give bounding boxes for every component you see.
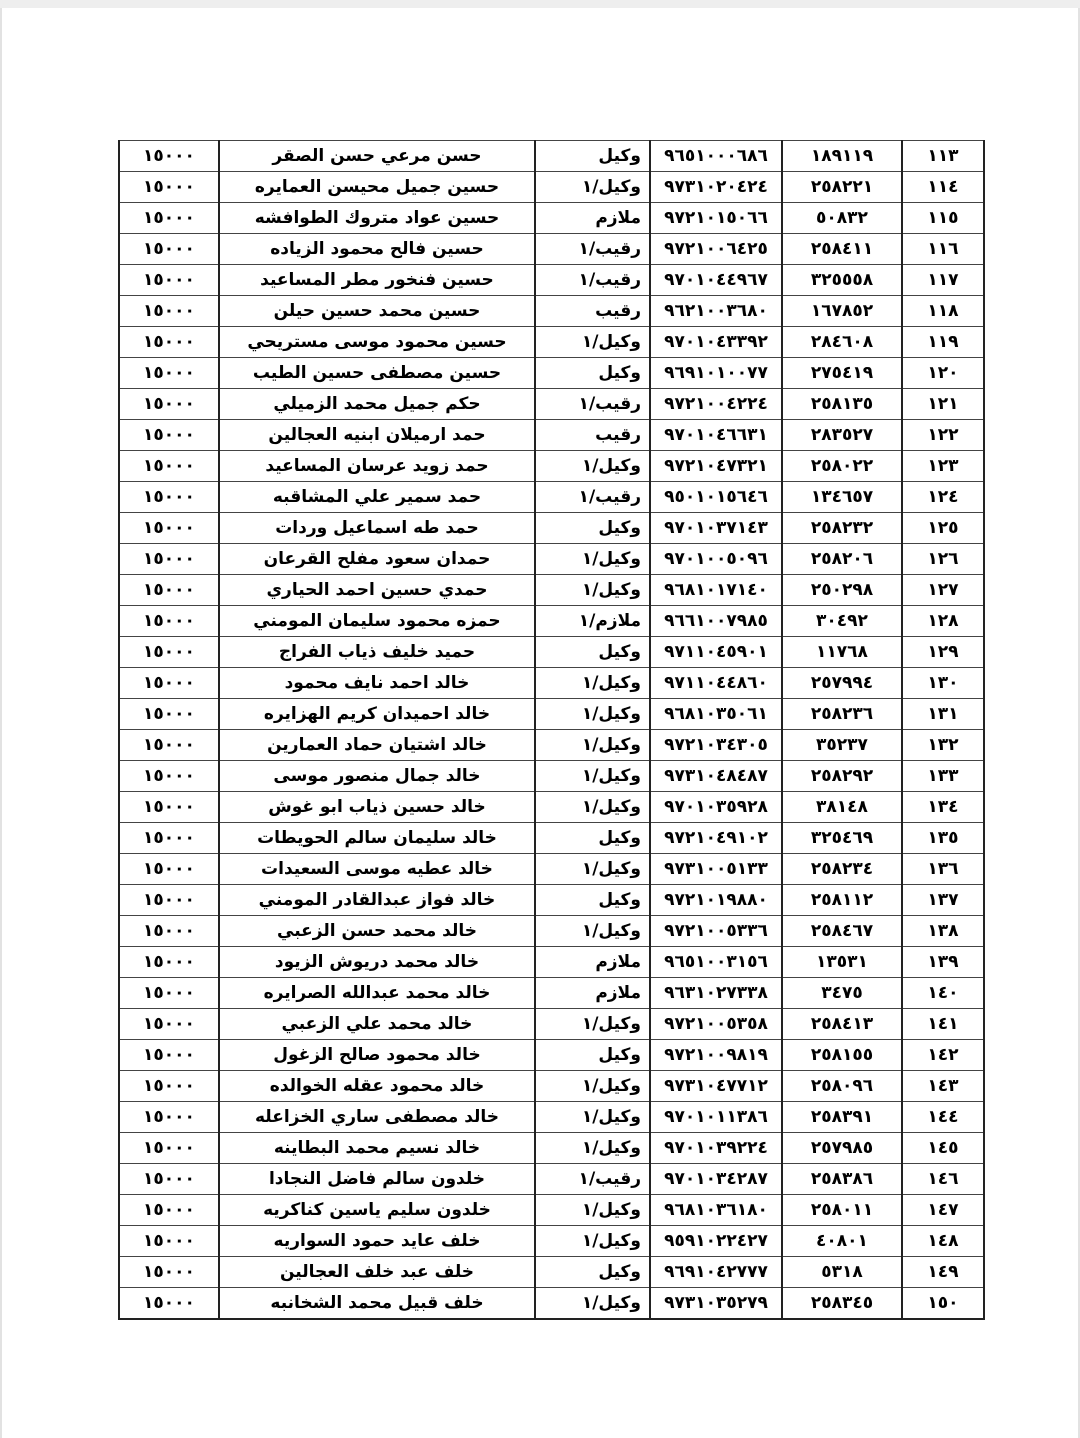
serial-number-cell: ١١٦: [902, 234, 984, 265]
national-id-cell: ٩٧٣١٠٣٥٢٧٩: [650, 1288, 782, 1320]
national-id-cell: ٩٧٢١٠٤٧٣٢١: [650, 451, 782, 482]
full-name-cell: حسين عواد متروك الطوافشه: [219, 203, 535, 234]
military-number-cell: ٢٥٨٢٠٦: [782, 544, 902, 575]
rank-cell: ملازم: [535, 978, 650, 1009]
table-row: [119, 947, 984, 978]
full-name-cell: حسين فالح محمود الزياده: [219, 234, 535, 265]
table-row: [119, 854, 984, 885]
table-row: [119, 265, 984, 296]
table-row: [119, 544, 984, 575]
full-name-cell: خالد حسين ذياب ابو غوش: [219, 792, 535, 823]
serial-number-cell: ١٢٧: [902, 575, 984, 606]
serial-number-cell: ١٣٧: [902, 885, 984, 916]
amount-cell: ١٥٠٠٠: [119, 172, 219, 203]
national-id-cell: ٩٧٢١٠٣٤٣٠٥: [650, 730, 782, 761]
rank-cell: وكيل/١: [535, 1009, 650, 1040]
full-name-cell: خالد محمد حسن الزعبي: [219, 916, 535, 947]
table-row: [119, 1195, 984, 1226]
rank-cell: وكيل/١: [535, 916, 650, 947]
amount-cell: ١٥٠٠٠: [119, 1133, 219, 1164]
military-number-cell: ٢٥٨٤١١: [782, 234, 902, 265]
national-id-cell: ٩٧٠١٠٣٤٢٨٧: [650, 1164, 782, 1195]
national-id-cell: ٩٧٠١٠٠٥٠٩٦: [650, 544, 782, 575]
national-id-cell: ٩٦٣١٠٢٧٣٣٨: [650, 978, 782, 1009]
military-number-cell: ٢٥٨٠٩٦: [782, 1071, 902, 1102]
serial-number-cell: ١٣٨: [902, 916, 984, 947]
table-row: [119, 699, 984, 730]
national-id-cell: ٩٧١١٠٤٤٨٦٠: [650, 668, 782, 699]
national-id-cell: ٩٦٦١٠٠٧٩٨٥: [650, 606, 782, 637]
amount-cell: ١٥٠٠٠: [119, 482, 219, 513]
national-id-cell: ٩٧٢١٠٠٦٤٢٥: [650, 234, 782, 265]
table-row: [119, 792, 984, 823]
amount-cell: ١٥٠٠٠: [119, 606, 219, 637]
table-row: [119, 296, 984, 327]
national-id-cell: ٩٧٠١٠٣٧١٤٣: [650, 513, 782, 544]
rank-cell: وكيل/١: [535, 668, 650, 699]
table-row: [119, 1009, 984, 1040]
full-name-cell: حسين محمود موسى مستريحي: [219, 327, 535, 358]
rank-cell: وكيل/١: [535, 792, 650, 823]
table-row: [119, 606, 984, 637]
serial-number-cell: ١٣٠: [902, 668, 984, 699]
rank-cell: رقيب/١: [535, 234, 650, 265]
table-row: [119, 761, 984, 792]
military-number-cell: ٣٢٥٤٦٩: [782, 823, 902, 854]
rank-cell: ملازم/١: [535, 606, 650, 637]
amount-cell: ١٥٠٠٠: [119, 544, 219, 575]
amount-cell: ١٥٠٠٠: [119, 327, 219, 358]
serial-number-cell: ١٢٥: [902, 513, 984, 544]
rank-cell: وكيل: [535, 823, 650, 854]
amount-cell: ١٥٠٠٠: [119, 451, 219, 482]
full-name-cell: حكم جميل محمد الزميلي: [219, 389, 535, 420]
national-id-cell: ٩٧٢١٠٠٩٨١٩: [650, 1040, 782, 1071]
serial-number-cell: ١٢١: [902, 389, 984, 420]
amount-cell: ١٥٠٠٠: [119, 1288, 219, 1320]
military-number-cell: ٢٥٧٩٩٤: [782, 668, 902, 699]
rank-cell: وكيل/١: [535, 1195, 650, 1226]
amount-cell: ١٥٠٠٠: [119, 389, 219, 420]
amount-cell: ١٥٠٠٠: [119, 1226, 219, 1257]
military-number-cell: ٢٥٨٢٣٦: [782, 699, 902, 730]
table-row: [119, 1226, 984, 1257]
serial-number-cell: ١٢٣: [902, 451, 984, 482]
serial-number-cell: ١١٧: [902, 265, 984, 296]
amount-cell: ١٥٠٠٠: [119, 792, 219, 823]
military-number-cell: ٢٥٨٠٢٢: [782, 451, 902, 482]
rank-cell: وكيل: [535, 141, 650, 172]
table-row: [119, 513, 984, 544]
national-id-cell: ٩٧٠١٠٣٥٩٢٨: [650, 792, 782, 823]
table-row: [119, 234, 984, 265]
military-number-cell: ٣٢٥٥٥٨: [782, 265, 902, 296]
military-number-cell: ٢٥٧٩٨٥: [782, 1133, 902, 1164]
table-row: [119, 203, 984, 234]
full-name-cell: خالد محمود صالح الزغول: [219, 1040, 535, 1071]
amount-cell: ١٥٠٠٠: [119, 358, 219, 389]
full-name-cell: خلدون سالم فاضل النجادا: [219, 1164, 535, 1195]
table-row: [119, 885, 984, 916]
military-number-cell: ٢٥٨١٣٥: [782, 389, 902, 420]
rank-cell: وكيل/١: [535, 699, 650, 730]
serial-number-cell: ١١٩: [902, 327, 984, 358]
serial-number-cell: ١٣٦: [902, 854, 984, 885]
serial-number-cell: ١٤٨: [902, 1226, 984, 1257]
amount-cell: ١٥٠٠٠: [119, 575, 219, 606]
amount-cell: ١٥٠٠٠: [119, 668, 219, 699]
serial-number-cell: ١٤٩: [902, 1257, 984, 1288]
serial-number-cell: ١٢٤: [902, 482, 984, 513]
serial-number-cell: ١١٣: [902, 141, 984, 172]
serial-number-cell: ١٤٣: [902, 1071, 984, 1102]
table-row: [119, 482, 984, 513]
full-name-cell: حسين مصطفى حسين الطيب: [219, 358, 535, 389]
serial-number-cell: ١٤٢: [902, 1040, 984, 1071]
full-name-cell: حمد سمير علي المشاقبه: [219, 482, 535, 513]
full-name-cell: خالد محمد علي الزعبي: [219, 1009, 535, 1040]
amount-cell: ١٥٠٠٠: [119, 420, 219, 451]
table-row: [119, 978, 984, 1009]
amount-cell: ١٥٠٠٠: [119, 296, 219, 327]
rank-cell: رقيب/١: [535, 265, 650, 296]
national-id-cell: ٩٦٨١٠٣٥٠٦١: [650, 699, 782, 730]
roster-table-body: [119, 141, 984, 1320]
serial-number-cell: ١٣٩: [902, 947, 984, 978]
amount-cell: ١٥٠٠٠: [119, 823, 219, 854]
rank-cell: رقيب/١: [535, 389, 650, 420]
table-row: [119, 1102, 984, 1133]
rank-cell: وكيل/١: [535, 575, 650, 606]
full-name-cell: خلدون سليم ياسين كناكريه: [219, 1195, 535, 1226]
table-row: [119, 668, 984, 699]
table-row: [119, 637, 984, 668]
table-row: [119, 389, 984, 420]
rank-cell: وكيل: [535, 1257, 650, 1288]
military-number-cell: ٢٥٨٠١١: [782, 1195, 902, 1226]
table-row: [119, 823, 984, 854]
serial-number-cell: ١١٨: [902, 296, 984, 327]
serial-number-cell: ١٤٤: [902, 1102, 984, 1133]
national-id-cell: ٩٦٥١٠٠٣١٥٦: [650, 947, 782, 978]
serial-number-cell: ١٤٥: [902, 1133, 984, 1164]
full-name-cell: خالد مصطفى ساري الخزاعله: [219, 1102, 535, 1133]
national-id-cell: ٩٧٢١٠١٥٠٦٦: [650, 203, 782, 234]
serial-number-cell: ١٣٢: [902, 730, 984, 761]
table-row: [119, 575, 984, 606]
table-row: [119, 1257, 984, 1288]
full-name-cell: حمد طه اسماعيل وردات: [219, 513, 535, 544]
rank-cell: رقيب: [535, 420, 650, 451]
amount-cell: ١٥٠٠٠: [119, 761, 219, 792]
military-number-cell: ٥٠٨٣٢: [782, 203, 902, 234]
amount-cell: ١٥٠٠٠: [119, 234, 219, 265]
page-edge-left: [0, 8, 2, 1438]
full-name-cell: حميد خليف ذياب الفراج: [219, 637, 535, 668]
full-name-cell: خالد نسيم محمد البطاينه: [219, 1133, 535, 1164]
amount-cell: ١٥٠٠٠: [119, 1257, 219, 1288]
amount-cell: ١٥٠٠٠: [119, 265, 219, 296]
full-name-cell: خالد عطيه موسى السعيدات: [219, 854, 535, 885]
national-id-cell: ٩٦٩١٠١٠٠٧٧: [650, 358, 782, 389]
rank-cell: وكيل/١: [535, 854, 650, 885]
full-name-cell: خالد سليمان سالم الحويطات: [219, 823, 535, 854]
military-number-cell: ١٣٤٦٥٧: [782, 482, 902, 513]
rank-cell: وكيل/١: [535, 1226, 650, 1257]
military-number-cell: ٢٥٨٢٢١: [782, 172, 902, 203]
rank-cell: وكيل/١: [535, 1102, 650, 1133]
full-name-cell: حمزه محمود سليمان المومني: [219, 606, 535, 637]
amount-cell: ١٥٠٠٠: [119, 637, 219, 668]
amount-cell: ١٥٠٠٠: [119, 1195, 219, 1226]
rank-cell: وكيل: [535, 358, 650, 389]
amount-cell: ١٥٠٠٠: [119, 699, 219, 730]
military-number-cell: ٣٨١٤٨: [782, 792, 902, 823]
amount-cell: ١٥٠٠٠: [119, 916, 219, 947]
national-id-cell: ٩٦٢١٠٠٣٦٨٠: [650, 296, 782, 327]
national-id-cell: ٩٧٠١٠٤٤٩٦٧: [650, 265, 782, 296]
national-id-cell: ٩٦٥١٠٠٠٦٨٦: [650, 141, 782, 172]
rank-cell: وكيل/١: [535, 327, 650, 358]
serial-number-cell: ١٢٦: [902, 544, 984, 575]
military-number-cell: ٢٥٨٢٣٤: [782, 854, 902, 885]
military-number-cell: ٣٠٤٩٢: [782, 606, 902, 637]
military-number-cell: ٣٤٧٥: [782, 978, 902, 1009]
national-id-cell: ٩٧٢١٠٠٤٢٢٤: [650, 389, 782, 420]
table-row: [119, 141, 984, 172]
rank-cell: رقيب: [535, 296, 650, 327]
military-number-cell: ١٦٧٨٥٢: [782, 296, 902, 327]
full-name-cell: خالد اشتيان حماد العمارين: [219, 730, 535, 761]
military-number-cell: ٢٥٨٣٨٦: [782, 1164, 902, 1195]
serial-number-cell: ١١٥: [902, 203, 984, 234]
national-id-cell: ٩٧١١٠٤٥٩٠١: [650, 637, 782, 668]
rank-cell: رقيب/١: [535, 1164, 650, 1195]
serial-number-cell: ١٤٠: [902, 978, 984, 1009]
national-id-cell: ٩٧٢١٠٠٥٣٣٦: [650, 916, 782, 947]
national-id-cell: ٩٧٣١٠٤٨٤٨٧: [650, 761, 782, 792]
serial-number-cell: ١١٤: [902, 172, 984, 203]
serial-number-cell: ١٣٥: [902, 823, 984, 854]
serial-number-cell: ١٣٣: [902, 761, 984, 792]
table-row: [119, 420, 984, 451]
rank-cell: وكيل/١: [535, 451, 650, 482]
rank-cell: وكيل/١: [535, 1288, 650, 1320]
military-number-cell: ٢٧٥٤١٩: [782, 358, 902, 389]
amount-cell: ١٥٠٠٠: [119, 1071, 219, 1102]
amount-cell: ١٥٠٠٠: [119, 1040, 219, 1071]
national-id-cell: ٩٧٣١٠٢٠٤٢٤: [650, 172, 782, 203]
national-id-cell: ٩٧٠١٠٤٦٦٣١: [650, 420, 782, 451]
table-row: [119, 172, 984, 203]
national-id-cell: ٩٧٢١٠١٩٨٨٠: [650, 885, 782, 916]
serial-number-cell: ١٥٠: [902, 1288, 984, 1320]
table-row: [119, 916, 984, 947]
full-name-cell: حمد زويد عرسان المساعيد: [219, 451, 535, 482]
national-id-cell: ٩٦٨١٠١٧١٤٠: [650, 575, 782, 606]
serial-number-cell: ١٣١: [902, 699, 984, 730]
full-name-cell: خالد جمال منصور موسى: [219, 761, 535, 792]
serial-number-cell: ١٣٤: [902, 792, 984, 823]
full-name-cell: خلف عايد حمود السواريه: [219, 1226, 535, 1257]
full-name-cell: حسين محمد حسين حيلن: [219, 296, 535, 327]
military-number-cell: ٢٨٣٥٢٧: [782, 420, 902, 451]
serial-number-cell: ١٢٠: [902, 358, 984, 389]
rank-cell: وكيل: [535, 637, 650, 668]
full-name-cell: حسن مرعي حسن الصقر: [219, 141, 535, 172]
military-number-cell: ٢٥٨٤٦٧: [782, 916, 902, 947]
rank-cell: ملازم: [535, 203, 650, 234]
full-name-cell: خالد محمد دريوش الزيود: [219, 947, 535, 978]
amount-cell: ١٥٠٠٠: [119, 730, 219, 761]
military-number-cell: ٢٥٠٢٩٨: [782, 575, 902, 606]
viewer-top-bar: [0, 0, 1080, 8]
table-row: [119, 1040, 984, 1071]
rank-cell: رقيب/١: [535, 482, 650, 513]
military-number-cell: ١٨٩١١٩: [782, 141, 902, 172]
rank-cell: وكيل/١: [535, 761, 650, 792]
amount-cell: ١٥٠٠٠: [119, 978, 219, 1009]
rank-cell: وكيل/١: [535, 1071, 650, 1102]
national-id-cell: ٩٧٠١٠٤٣٣٩٢: [650, 327, 782, 358]
military-number-cell: ٣٥٢٣٧: [782, 730, 902, 761]
rank-cell: ملازم: [535, 947, 650, 978]
amount-cell: ١٥٠٠٠: [119, 141, 219, 172]
amount-cell: ١٥٠٠٠: [119, 885, 219, 916]
serial-number-cell: ١٢٩: [902, 637, 984, 668]
military-number-cell: ٥٣١٨: [782, 1257, 902, 1288]
military-number-cell: ٢٥٨١١٢: [782, 885, 902, 916]
national-id-cell: ٩٧٣١٠٠٥١٣٣: [650, 854, 782, 885]
table-row: [119, 1133, 984, 1164]
table-row: [119, 358, 984, 389]
full-name-cell: حسين جميل محيسن العمايره: [219, 172, 535, 203]
table-row: [119, 1288, 984, 1320]
table-row: [119, 1071, 984, 1102]
full-name-cell: خالد فواز عبدالقادر المومني: [219, 885, 535, 916]
amount-cell: ١٥٠٠٠: [119, 203, 219, 234]
national-id-cell: ٩٦٨١٠٣٦١٨٠: [650, 1195, 782, 1226]
military-number-cell: ٢٨٤٦٠٨: [782, 327, 902, 358]
serial-number-cell: ١٢٢: [902, 420, 984, 451]
military-number-cell: ٢٥٨٢٣٢: [782, 513, 902, 544]
table-row: [119, 327, 984, 358]
rank-cell: وكيل/١: [535, 1133, 650, 1164]
full-name-cell: خالد محمد عبدالله الصرايره: [219, 978, 535, 1009]
full-name-cell: خالد احمد نايف محمود: [219, 668, 535, 699]
rank-cell: وكيل/١: [535, 730, 650, 761]
national-id-cell: ٩٧٣١٠٤٧٧١٢: [650, 1071, 782, 1102]
full-name-cell: خلف قبيل محمد الشخانبه: [219, 1288, 535, 1320]
national-id-cell: ٩٧٠١٠١١٣٨٦: [650, 1102, 782, 1133]
national-id-cell: ٩٥٠١٠١٥٦٤٦: [650, 482, 782, 513]
rank-cell: وكيل: [535, 885, 650, 916]
table-row: [119, 1164, 984, 1195]
full-name-cell: خلف عبد خلف العجالين: [219, 1257, 535, 1288]
serial-number-cell: ١٢٨: [902, 606, 984, 637]
military-number-cell: ٢٥٨٢٩٢: [782, 761, 902, 792]
rank-cell: وكيل/١: [535, 172, 650, 203]
military-number-cell: ١٣٥٣١: [782, 947, 902, 978]
military-number-cell: ١١٧٦٨: [782, 637, 902, 668]
national-id-cell: ٩٥٩١٠٢٢٤٢٧: [650, 1226, 782, 1257]
full-name-cell: حمدان سعود مفلح القرعان: [219, 544, 535, 575]
military-number-cell: ٢٥٨٣٤٥: [782, 1288, 902, 1320]
amount-cell: ١٥٠٠٠: [119, 1164, 219, 1195]
military-number-cell: ٢٥٨٣٩١: [782, 1102, 902, 1133]
amount-cell: ١٥٠٠٠: [119, 1009, 219, 1040]
amount-cell: ١٥٠٠٠: [119, 1102, 219, 1133]
table-row: [119, 451, 984, 482]
military-number-cell: ٤٠٨٠١: [782, 1226, 902, 1257]
rank-cell: وكيل/١: [535, 544, 650, 575]
roster-table: [118, 140, 985, 1320]
rank-cell: وكيل: [535, 513, 650, 544]
table-row: [119, 730, 984, 761]
national-id-cell: ٩٦٩١٠٤٢٧٧٧: [650, 1257, 782, 1288]
amount-cell: ١٥٠٠٠: [119, 854, 219, 885]
military-number-cell: ٢٥٨٤١٣: [782, 1009, 902, 1040]
full-name-cell: خالد احميدان كريم الهزايره: [219, 699, 535, 730]
amount-cell: ١٥٠٠٠: [119, 513, 219, 544]
national-id-cell: ٩٧٠١٠٣٩٢٢٤: [650, 1133, 782, 1164]
full-name-cell: حمدي حسين احمد الحياري: [219, 575, 535, 606]
full-name-cell: حسين فنخور مطر المساعيد: [219, 265, 535, 296]
national-id-cell: ٩٧٢١٠٤٩١٠٢: [650, 823, 782, 854]
rank-cell: وكيل: [535, 1040, 650, 1071]
amount-cell: ١٥٠٠٠: [119, 947, 219, 978]
military-number-cell: ٢٥٨١٥٥: [782, 1040, 902, 1071]
national-id-cell: ٩٧٢١٠٠٥٣٥٨: [650, 1009, 782, 1040]
serial-number-cell: ١٤٧: [902, 1195, 984, 1226]
serial-number-cell: ١٤١: [902, 1009, 984, 1040]
full-name-cell: خالد محمود عقله الخوالده: [219, 1071, 535, 1102]
serial-number-cell: ١٤٦: [902, 1164, 984, 1195]
full-name-cell: حمد ارميلان ابنيه العجالين: [219, 420, 535, 451]
